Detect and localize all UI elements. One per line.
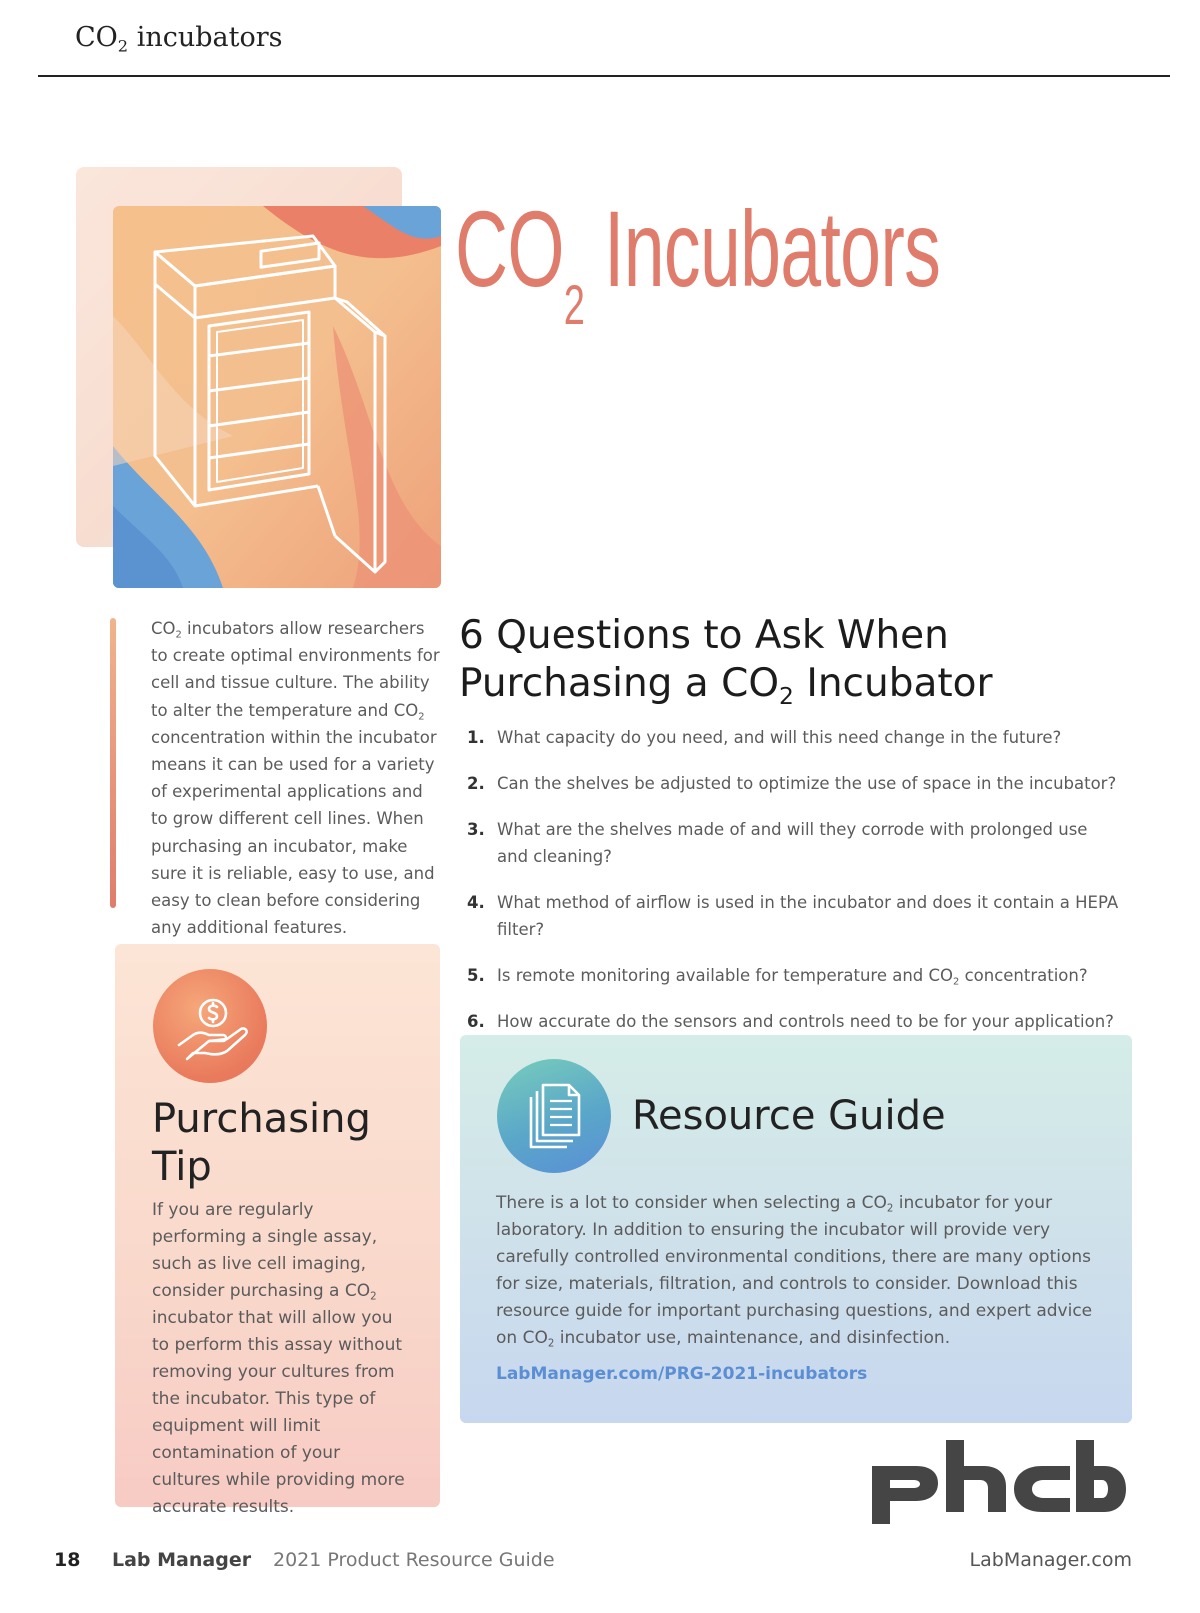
purchasing-tip-text: If you are regularly performing a single assay, such as live cell imaging, consider purchasing a $CO_2$ incubator that will allow you to perform this assay without removing your cultures from the incubator. This type of equipment will limit contamination of your cultures while providing more accurate results. bbox=[152, 1200, 405, 1517]
resource-guide-title: Resource Guide bbox=[632, 1093, 946, 1139]
questions-list bbox=[467, 724, 1147, 1054]
list-item: 3. What are the shelves made of and will they corrode with prolonged use and cleaning? bbox=[467, 820, 1088, 866]
footer-site-link[interactable]: LabManager.com bbox=[969, 1549, 1132, 1571]
list-item: 2. Can the shelves be adjusted to optimize the use of space in the incubator? bbox=[467, 774, 1117, 793]
list-item: 4. What method of airflow is used in the incubator and does it contain a HEPA filter? bbox=[467, 893, 1119, 939]
page-title: $CO_2$ Incubators bbox=[455, 188, 941, 336]
footer-guide-title: 2021 Product Resource Guide bbox=[273, 1549, 555, 1571]
purchasing-tip-title: Purchasing Tip bbox=[152, 1096, 371, 1190]
intro-accent-bar bbox=[110, 618, 116, 908]
phcbi-logo bbox=[872, 1440, 1134, 1524]
running-head: $CO_2$ incubators bbox=[75, 22, 283, 56]
list-item: 1. What capacity do you need, and will this need change in the future? bbox=[467, 728, 1062, 747]
resource-guide-text: There is a lot to consider when selecting a $CO_2$ incubator for your laboratory. In addition to ensuring the incubator will provide very carefully controlled environmental conditions, there are many options for size, materials, filtration, and controls to consider. Download this resource guide for important purchasing questions, and expert advice on $CO_2$ incubator use, maintenance, and disinfection. bbox=[496, 1193, 1093, 1350]
document-stack-icon bbox=[497, 1059, 611, 1173]
phcbi-logo-mark bbox=[872, 1440, 1134, 1524]
header-rule bbox=[38, 75, 1170, 77]
hand-dollar-icon bbox=[153, 969, 267, 1083]
intro-paragraph: $CO_2$ incubators allow researchers to create optimal environments for cell and tissue culture. The ability to alter the temperature and $CO_2$ concentration within the incubator means it can be used for a variety of experimental applications and to grow different cell lines. When purchasing an incubator, make sure it is reliable, easy to use, and easy to clean before considering any additional features. bbox=[151, 619, 440, 938]
page-number: 18 bbox=[54, 1549, 81, 1571]
list-item: 5. Is remote monitoring available for temperature and $CO_2$ concentration? bbox=[467, 966, 1088, 988]
incubator-illustration bbox=[113, 206, 441, 588]
incubator-drawing bbox=[113, 206, 441, 588]
questions-heading: 6 Questions to Ask When Purchasing a $CO_2$ Incubator bbox=[459, 613, 993, 711]
resource-guide-link[interactable]: LabManager.com/PRG-2021-incubators bbox=[496, 1364, 868, 1384]
list-item: 6. How accurate do the sensors and controls need to be for your application? bbox=[467, 1012, 1114, 1031]
footer-brand: Lab Manager bbox=[112, 1549, 252, 1571]
